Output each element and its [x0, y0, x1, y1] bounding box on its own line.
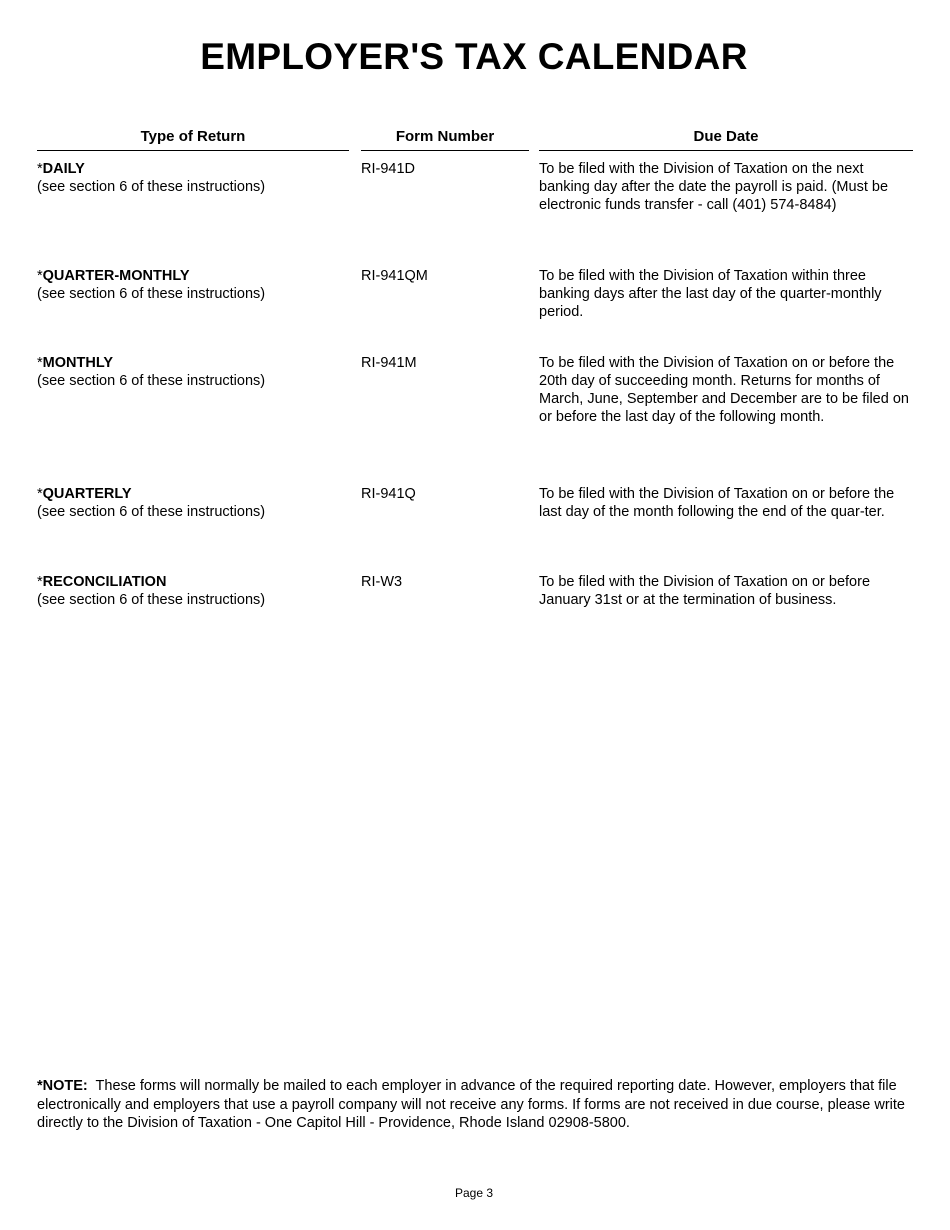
form-number-cell: RI-941Q	[361, 486, 416, 502]
return-type-label: QUARTER-MONTHLY	[42, 268, 190, 284]
asterisk-marker: *	[37, 161, 43, 177]
type-of-return-cell	[37, 160, 352, 196]
form-number-cell: RI-941D	[361, 161, 415, 177]
section-reference: (see section 6 of these instructions)	[37, 592, 266, 608]
return-type-label: MONTHLY	[42, 355, 114, 371]
return-type-label: QUARTERLY	[42, 486, 132, 502]
type-of-return-cell	[37, 485, 352, 521]
section-reference: (see section 6 of these instructions)	[37, 504, 266, 520]
asterisk-marker: *	[37, 574, 43, 590]
section-reference: (see section 6 of these instructions)	[37, 373, 266, 389]
type-of-return-cell	[37, 573, 352, 609]
form-number-cell: RI-W3	[361, 574, 403, 590]
return-type-label: DAILY	[42, 161, 85, 177]
section-reference: (see section 6 of these instructions)	[37, 179, 266, 195]
asterisk-marker: *	[37, 486, 43, 502]
form-number-cell: RI-941QM	[361, 268, 428, 284]
return-type-label: RECONCILIATION	[42, 574, 167, 590]
section-reference: (see section 6 of these instructions)	[37, 286, 266, 302]
type-of-return-cell	[37, 354, 352, 390]
due-date-cell: To be filed with the Division of Taxation on or before the 20th day of succeeding month. Returns for months of March, June, September and December are to be filed on or before the last day of the following month.	[539, 355, 909, 425]
asterisk-marker: *	[37, 355, 43, 371]
note-label: *NOTE:	[37, 1078, 88, 1094]
column-header-type-of-return: Type of Return	[37, 128, 349, 151]
column-header-due-date: Due Date	[539, 128, 913, 151]
due-date-cell: To be filed with the Division of Taxation on or before January 31st or at the termination of business.	[539, 574, 871, 608]
type-of-return-cell	[37, 267, 352, 303]
asterisk-marker: *	[37, 268, 43, 284]
page-title: EMPLOYER'S TAX CALENDAR	[200, 36, 748, 77]
footnote	[37, 1077, 913, 1133]
form-number-cell: RI-941M	[361, 355, 417, 371]
due-date-cell: To be filed with the Division of Taxation on the next banking day after the date the payroll is paid. (Must be electronic funds transfer - call (401) 574-8484)	[539, 161, 889, 213]
column-header-form-number: Form Number	[361, 128, 529, 151]
note-text: These forms will normally be mailed to each employer in advance of the required reporting date. However, employers that file electronically and employers that use a payroll company will not receive any forms. If forms are not received in due course, please write directly to the Division of Taxation - One Capitol Hill - Providence, Rhode Island 02908-5800.	[37, 1078, 905, 1131]
page-number: Page 3	[454, 1186, 494, 1200]
due-date-cell: To be filed with the Division of Taxation on or before the last day of the month following the end of the quar-ter.	[539, 486, 895, 520]
due-date-cell: To be filed with the Division of Taxation within three banking days after the last day of the quarter-monthly period.	[539, 268, 882, 320]
